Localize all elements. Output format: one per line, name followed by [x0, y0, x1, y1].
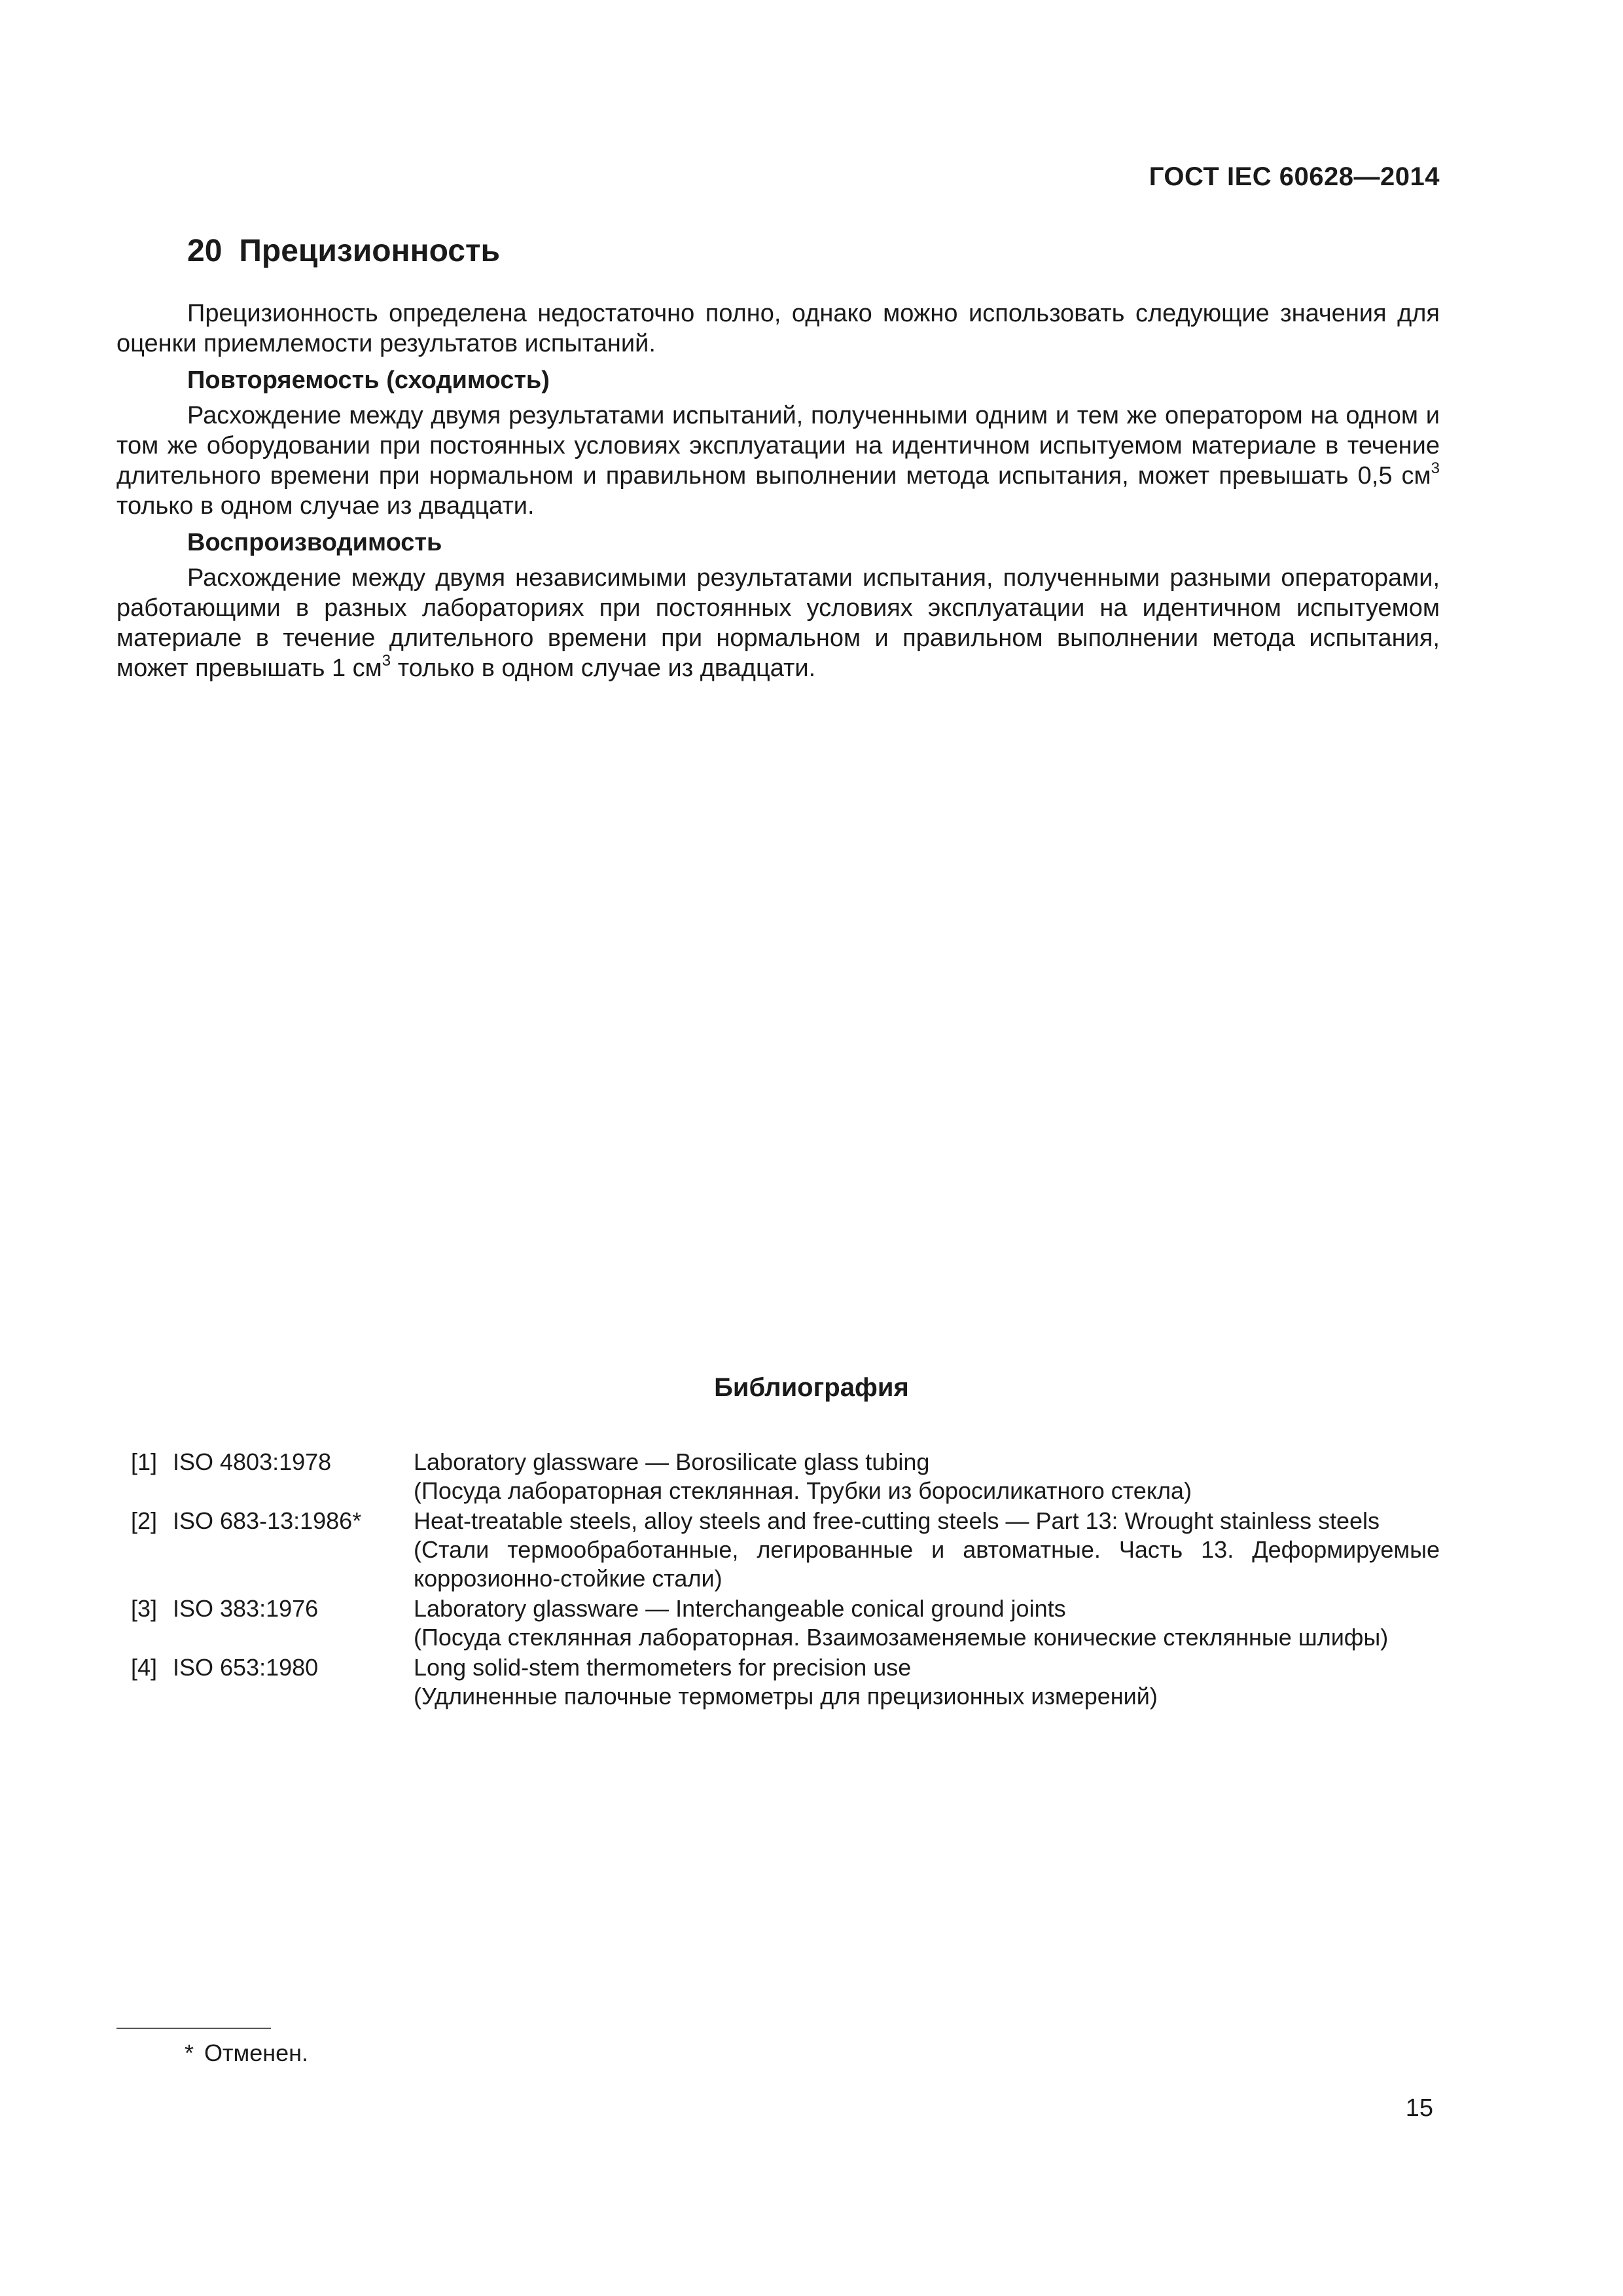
section-body [116, 298, 1440, 683]
section-number: 20 [187, 234, 223, 268]
repeatability-text: Расхождение между двумя результатами испытаний, полученными одним и тем же оператором на одном и том же оборудовании при постоянных условиях эксплуатации на идентичном испытуемом материале в течение длительного времени при нормальном и правильном выполнении метода испытания, может превышать 0,5 см [116, 402, 1440, 490]
entry-title-en: Laboratory glassware — Borosilicate glass tubing [414, 1448, 930, 1475]
bibliography-entry [131, 1507, 1440, 1593]
entry-body [414, 1448, 1440, 1505]
entry-title-ru: (Удлиненные палочные термометры для прецизионных измерений) [414, 1683, 1158, 1710]
footnote-divider [116, 2028, 271, 2029]
entry-code: ISO 653:1980 [173, 1654, 319, 1681]
repeatability-paragraph [116, 401, 1440, 521]
reproducibility-text-end: только в одном случае из двадцати. [391, 655, 816, 682]
bibliography-title: Библиография [714, 1373, 909, 1402]
entry-title-ru: (Посуда стеклянная лабораторная. Взаимозаменяемые конические стеклянные шлифы) [414, 1624, 1389, 1651]
reproducibility-heading: Воспроизводимость [187, 529, 442, 556]
entry-title-en: Long solid-stem thermometers for precision use [414, 1654, 912, 1681]
entry-body [414, 1594, 1440, 1652]
bibliography-list [131, 1448, 1440, 1712]
entry-title-en: Laboratory glassware — Interchangeable conical ground joints [414, 1595, 1066, 1622]
document-code: ГОСТ IEC 60628—2014 [1149, 162, 1440, 191]
repeatability-text-end: только в одном случае из двадцати. [116, 492, 535, 520]
reproducibility-paragraph [116, 563, 1440, 683]
footnote [185, 2039, 308, 2067]
entry-index: [3] [131, 1595, 158, 1622]
entry-code: ISO 383:1976 [173, 1595, 319, 1622]
footnote-text: Отменен. [204, 2039, 309, 2066]
entry-body [414, 1653, 1440, 1711]
bibliography-entry [131, 1448, 1440, 1505]
reproducibility-sup: 3 [382, 652, 391, 670]
reproducibility-text: Расхождение между двумя независимыми результатами испытания, полученными разными операторами, работающими в разных лабораториях при постоянных условиях эксплуатации на идентичном испытуемом материале в течение длительного времени при нормальном и правильном выполнении метода испытания, может превышать 1 см [116, 564, 1440, 682]
entry-index: [1] [131, 1448, 158, 1475]
entry-body [414, 1507, 1440, 1593]
entry-index: [2] [131, 1507, 158, 1534]
bibliography-entry [131, 1594, 1440, 1652]
entry-index: [4] [131, 1654, 158, 1681]
repeatability-sup: 3 [1431, 459, 1440, 478]
section-title: Прецизионность [239, 234, 500, 268]
entry-title-ru: (Стали термообработанные, легированные и автоматные. Часть 13. Деформируемые коррозионно-стойкие стали) [414, 1536, 1440, 1592]
entry-code: ISO 4803:1978 [173, 1448, 332, 1475]
repeatability-heading: Повторяемость (сходимость) [187, 367, 550, 394]
entry-title-en: Heat-treatable steels, alloy steels and free-cutting steels — Part 13: Wrought stainless steels [414, 1507, 1380, 1534]
section-heading [187, 233, 500, 269]
entry-code: ISO 683-13:1986* [173, 1507, 362, 1534]
page-number: 15 [1405, 2094, 1433, 2122]
entry-title-ru: (Посуда лабораторная стеклянная. Трубки из боросиликатного стекла) [414, 1477, 1192, 1504]
intro-paragraph: Прецизионность определена недостаточно полно, однако можно использовать следующие значения для оценки приемлемости результатов испытаний. [116, 300, 1440, 357]
bibliography-entry [131, 1653, 1440, 1711]
footnote-mark: * [185, 2039, 194, 2066]
